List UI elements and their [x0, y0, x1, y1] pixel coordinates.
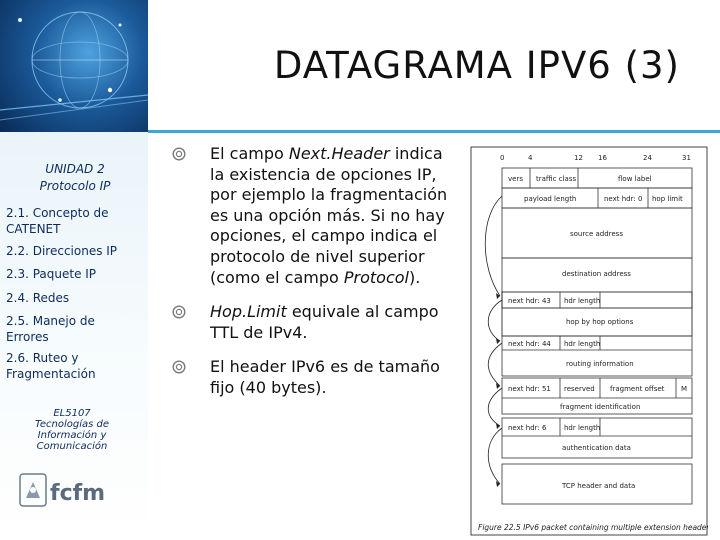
bullet-emphasis: Protocol	[343, 267, 409, 287]
field-tcp-data: TCP header and data	[562, 482, 636, 490]
field-m-flag: M	[681, 385, 688, 393]
field-ext4-length: hdr length	[564, 424, 601, 432]
sidebar-item-paquete[interactable]: 2.3. Paquete IP	[6, 267, 97, 281]
bullet-text: equivale al campo TTL de IPv4.	[210, 302, 439, 342]
sidebar-item-direcciones[interactable]: 2.2. Direcciones IP	[6, 244, 118, 258]
bullet-hop-limit	[170, 302, 460, 343]
bit-mark: 0	[500, 154, 505, 162]
slide-title: DATAGRAMA IPV6 (3)	[273, 44, 680, 87]
unit-heading	[30, 161, 120, 195]
sidebar-item-redes[interactable]: 2.4. Redes	[6, 291, 70, 305]
bullet-next-header	[170, 144, 460, 288]
title-divider	[148, 130, 720, 133]
sidebar-item-errores[interactable]: 2.5. Manejo de Errores	[6, 314, 95, 344]
bullet-text: indica la existencia de opciones IP, por ejemplo la fragmentación es una opción más. Si no hay opciones, el campo indica el protocolo de nivel superior (como el campo	[210, 144, 448, 287]
field-destination-address: destination address	[562, 270, 631, 278]
field-vers: vers	[508, 175, 523, 183]
field-ext1-next-hdr: next hdr: 43	[508, 297, 551, 305]
course-name-line3: Comunicación	[36, 441, 108, 452]
bit-mark: 12	[574, 154, 583, 162]
logo-wordmark: fcfm	[50, 481, 106, 506]
field-next-hdr: next hdr: 0	[604, 195, 643, 203]
bullet-target-icon	[172, 305, 186, 319]
sidebar-item-ruteo[interactable]: 2.6. Ruteo y Fragmentación	[6, 351, 96, 381]
field-fragment-offset: fragment offset	[610, 385, 665, 393]
course-name-line1: Tecnologías de	[34, 419, 110, 430]
bit-mark: 4	[528, 154, 533, 162]
course-code: EL5107	[53, 408, 91, 419]
field-hop-limit: hop limit	[652, 195, 683, 203]
bullet-emphasis: Next.Header	[288, 144, 390, 163]
bit-mark: 16	[598, 154, 607, 162]
ipv6-packet-figure	[470, 146, 708, 536]
bullet-emphasis: Hop.Limit	[210, 302, 287, 322]
bullet-list	[170, 144, 460, 413]
field-ext2-length: hdr length	[564, 340, 601, 348]
field-ext3-next-hdr: next hdr: 51	[508, 385, 551, 393]
field-ext2-next-hdr: next hdr: 44	[508, 340, 551, 348]
field-source-address: source address	[570, 230, 623, 238]
field-reserved: reserved	[564, 385, 595, 393]
bullet-text: ).	[409, 267, 421, 287]
field-flow-label: flow label	[618, 175, 652, 183]
figure-caption: Figure 22.5 IPv6 packet containing multiple extension headers	[478, 523, 708, 532]
field-payload-length: payload length	[524, 195, 577, 203]
bullet-header-size	[170, 357, 460, 398]
bullet-target-icon	[172, 360, 186, 374]
bullet-text: El campo	[210, 144, 289, 163]
course-name-line2: Información y	[37, 430, 107, 441]
course-info	[30, 408, 114, 452]
bullet-target-icon	[172, 147, 186, 161]
bit-mark: 31	[682, 154, 691, 162]
field-traffic-class: traffic class	[536, 175, 577, 183]
field-auth-data: authentication data	[562, 444, 631, 452]
university-logo	[18, 470, 114, 510]
field-fragment-id: fragment identification	[560, 403, 641, 411]
field-ext1-length: hdr length	[564, 297, 601, 305]
field-ext4-next-hdr: next hdr: 6	[508, 424, 547, 432]
bullet-text: El header IPv6 es de tamaño fijo (40 bytes).	[210, 357, 440, 397]
bit-mark: 24	[643, 154, 652, 162]
field-hop-by-hop: hop by hop options	[566, 318, 634, 326]
unit-title: Protocolo IP	[39, 179, 111, 193]
unit-number: UNIDAD 2	[45, 162, 105, 176]
header-banner-image	[0, 0, 148, 132]
sidebar-item-catenet[interactable]: 2.1. Concepto de CATENET	[6, 206, 109, 236]
field-routing-info: routing information	[566, 360, 634, 368]
